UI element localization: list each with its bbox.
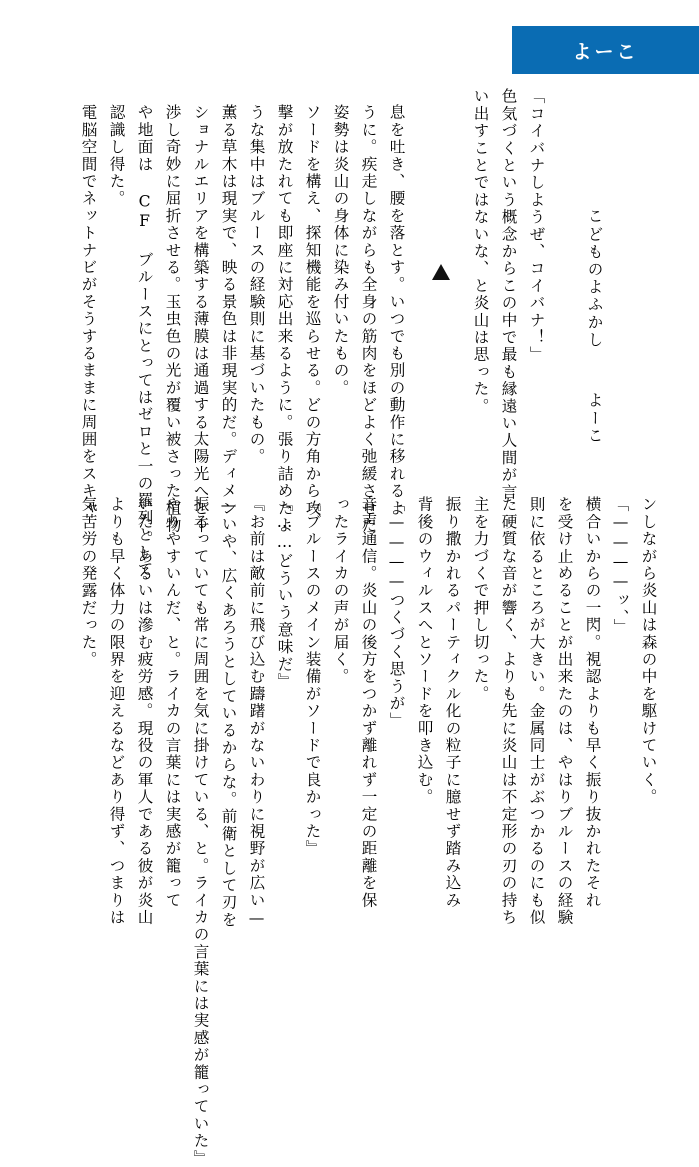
body-column: 『……どういう意味だ』	[275, 496, 294, 690]
header-banner	[512, 26, 699, 74]
byline-author: よーこ	[585, 392, 604, 445]
body-column: ンしながら炎山は森の中を駆けていく。	[639, 496, 658, 806]
body-column: —いや、広くあろうとしているからな。前衛として刃を	[219, 496, 238, 929]
body-column: 横合いからの一閃。視認よりも早く振り抜かれたそれ	[583, 496, 602, 909]
body-column: 撃が放たれても即座に対応出来るように。張り詰めたよ	[275, 104, 294, 534]
body-column: 認識し得た。	[107, 104, 126, 208]
body-column: や地面は CF ブルースにとってはゼロと一の羅列として	[135, 104, 154, 578]
body-column: 気苦労の発露だった。	[79, 496, 98, 668]
body-column: 音声通信。炎山の後方をつかず離れず一定の距離を保	[359, 496, 378, 909]
body-column: 「コイバナしようぜ、コイバナ！」	[527, 88, 546, 364]
body-column: を受け止めることが出来たのは、やはりブルースの経験	[555, 496, 574, 926]
body-column: 「————ッ、」	[611, 496, 630, 636]
body-column: うに。疾走しながらも全身の筋肉をほどよく弛緩させた	[359, 104, 378, 534]
body-column: 則に依るところが大きい。金属同士がぶつかるのにも似	[527, 496, 546, 926]
body-column: 背後のウィルスへとソードを叩き込む。	[415, 496, 434, 806]
body-column: 振るっていても常に周囲を気に掛けている、と。ライカの言葉には実感が籠っていた』	[191, 496, 210, 1167]
body-column: 電脳空間でネットナビがそうするままに周囲をスキャ	[79, 104, 98, 517]
body-column: やりやすいんだ、と。ライカの言葉には実感が籠って	[163, 496, 182, 909]
body-column: いた。あるいは滲む疲労感。現役の軍人である彼が炎山	[135, 496, 154, 926]
header-banner-label: よーこ	[572, 40, 639, 63]
body-column: 息を吐き、腰を落とす。いつでも別の動作に移れるよ	[387, 104, 406, 517]
body-column: 薫る草木は現実で、映る景色は非現実的だ。ディメン	[219, 104, 238, 517]
body-column: ったライカの声が届く。	[331, 496, 350, 686]
body-column: 「————つくづく思うが」	[387, 496, 406, 730]
body-column: ショナルエリアを構築する薄膜は通過する太陽光へと干	[191, 104, 210, 534]
scene-break-triangle-icon	[432, 264, 450, 280]
body-column: た硬質な音が響く、よりも先に炎山は不定形の刃の持ち	[499, 496, 518, 926]
body-column: よりも早く体力の限界を迎えるなどあり得ず、つまりは	[107, 496, 126, 926]
body-column: ソードを構え、探知機能を巡らせる。どの方角から攻	[303, 104, 322, 517]
page-title: こどものよふかし	[585, 208, 604, 349]
body-column: い出すことではないな、と炎山は思った。	[471, 88, 490, 415]
body-column: 渉し奇妙に屈折させる。玉虫色の光が覆い被さった植物	[163, 104, 182, 534]
body-column: 姿勢は炎山の身体に染み付いたもの。	[331, 104, 350, 397]
body-column: うな集中はブルースの経験則に基づいたもの。	[247, 104, 266, 466]
body-column: 色気づくという概念からこの中で最も縁遠い人間が言	[499, 88, 518, 501]
body-column: 『お前は敵前に飛び込む躊躇がないわりに視野が広い—	[247, 496, 266, 929]
body-column: 主を力づくで押し切った。	[471, 496, 490, 703]
body-column: 『ブルースのメイン装備がソードで良かった』	[303, 496, 322, 858]
body-column: 振り撒かれるパーティクル化の粒子に臆せず踏み込み	[443, 496, 462, 909]
